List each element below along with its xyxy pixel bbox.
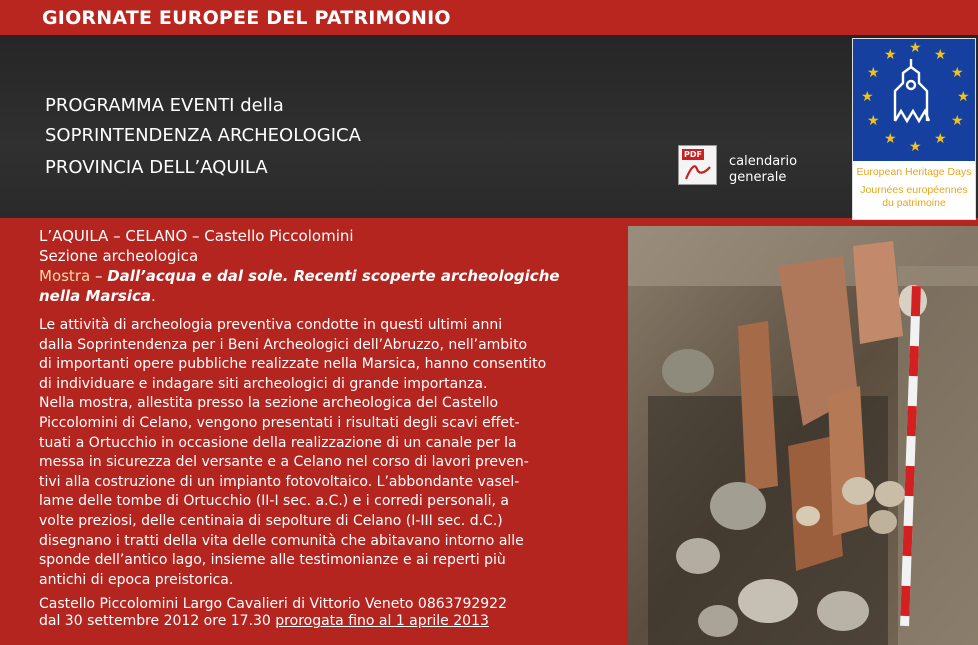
paragraph-2-line: disegnano i tratti della vita delle comunità che abitavano intorno alle	[39, 532, 524, 549]
paragraph-2-line: tuati a Ortucchio in occasione della realizzazione di un canale per la	[39, 434, 517, 451]
calendar-link-line-2: generale	[729, 170, 787, 185]
acrobat-swoosh-icon	[683, 159, 713, 181]
paragraph-1-line: dalla Soprintendenza per i Beni Archeologici dell’Abruzzo, nell’ambito	[39, 336, 528, 353]
castle-outline-icon	[895, 59, 929, 121]
exhibition-title-part-2: Recenti scoperte archeologiche	[293, 267, 560, 285]
excavation-photo	[628, 226, 978, 645]
svg-text:★: ★	[861, 89, 874, 105]
calendar-link-line-1: calendario	[729, 154, 798, 169]
calendar-link[interactable]	[729, 154, 797, 186]
event-location: L’AQUILA – CELANO – Castello Piccolomini	[39, 227, 354, 245]
svg-text:★: ★	[909, 40, 922, 56]
heritage-days-logo	[852, 38, 976, 220]
svg-text:★: ★	[884, 131, 897, 147]
description-paragraph-1	[39, 316, 599, 590]
svg-text:★: ★	[934, 131, 947, 147]
top-banner	[0, 0, 978, 37]
paragraph-2-line: Piccolomini di Celano, vengono presentati i risultati degli scavi effet-	[39, 414, 520, 431]
star-ring-icon	[861, 40, 970, 155]
event-type-label: Mostra	[39, 267, 91, 285]
event-section: Sezione archeologica	[39, 247, 199, 265]
program-title-line-2: SOPRINTENDENZA ARCHEOLOGICA	[45, 125, 361, 146]
program-title-line-3: PROVINCIA DELL’AQUILA	[45, 157, 268, 178]
logo-emblem	[853, 39, 975, 161]
exhibition-title-part-1: Dall’acqua e dal sole	[107, 267, 283, 285]
header-panel	[0, 35, 978, 218]
logo-caption-french-line-2: du patrimoine	[882, 197, 946, 209]
svg-text:★: ★	[951, 113, 964, 129]
svg-text:★: ★	[867, 113, 880, 129]
event-type-separator: –	[90, 267, 108, 285]
svg-text:★: ★	[884, 47, 897, 63]
event-address: Castello Piccolomini Largo Cavalieri di Vittorio Veneto 0863792922	[39, 596, 507, 613]
pdf-icon[interactable]	[678, 145, 717, 185]
paragraph-2-line: tivi alla costruzione di un impianto fotovoltaico. L’abbondante vasel-	[39, 473, 520, 490]
event-title-line-2	[39, 286, 599, 306]
site-title: GIORNATE EUROPEE DEL PATRIMONIO	[42, 7, 451, 29]
program-title-line-1: PROGRAMMA EVENTI della	[45, 95, 284, 116]
exhibition-title-separator: .	[282, 267, 294, 285]
logo-caption-french	[853, 184, 975, 210]
paragraph-2-line: messa in sicurezza del versante e a Celano nel corso di lavori preven-	[39, 454, 529, 471]
event-details	[39, 226, 599, 630]
event-dates	[39, 613, 599, 630]
paragraph-1-line: di individuare e indagare siti archeologici di grande importanza.	[39, 375, 488, 392]
paragraph-1-line: Le attività di archeologia preventiva condotte in questi ultimi anni	[39, 317, 503, 333]
paragraph-2-line: antichi di epoca preistorica.	[39, 571, 234, 588]
svg-text:★: ★	[867, 65, 880, 81]
paragraph-2-line: Nella mostra, allestita presso la sezione archeologica del Castello	[39, 395, 499, 412]
event-dates-prefix: dal 30 settembre 2012 ore 17.30	[39, 613, 276, 630]
logo-caption-french-line-1: Journées européennes	[860, 184, 968, 196]
event-title-line-1	[39, 266, 599, 286]
svg-text:★: ★	[957, 89, 970, 105]
paragraph-2-line: sponde dell’antico lago, insieme alle testimonianze e ai reperti più	[39, 552, 506, 569]
excavation-photo-illustration	[628, 226, 978, 645]
svg-text:★: ★	[951, 65, 964, 81]
eu-stars-castle-icon	[853, 39, 975, 161]
pdf-label: PDF	[684, 150, 702, 159]
event-footer	[39, 596, 599, 630]
paragraph-2-line: volte preziosi, delle centinaia di sepolture di Celano (I-III sec. d.C.)	[39, 512, 503, 529]
exhibition-title-end: .	[151, 287, 156, 305]
exhibition-title-part-3: nella Marsica	[39, 287, 152, 305]
logo-caption-english: European Heritage Days	[856, 166, 972, 178]
svg-text:★: ★	[934, 47, 947, 63]
paragraph-1-line: di importanti opere pubbliche realizzate nella Marsica, hanno consentito	[39, 356, 547, 373]
svg-text:★: ★	[909, 139, 922, 155]
event-extension-link[interactable]: prorogata fino al 1 aprile 2013	[275, 613, 489, 630]
paragraph-2-line: lame delle tombe di Ortucchio (II-I sec. a.C.) e i corredi personali, a	[39, 493, 510, 510]
